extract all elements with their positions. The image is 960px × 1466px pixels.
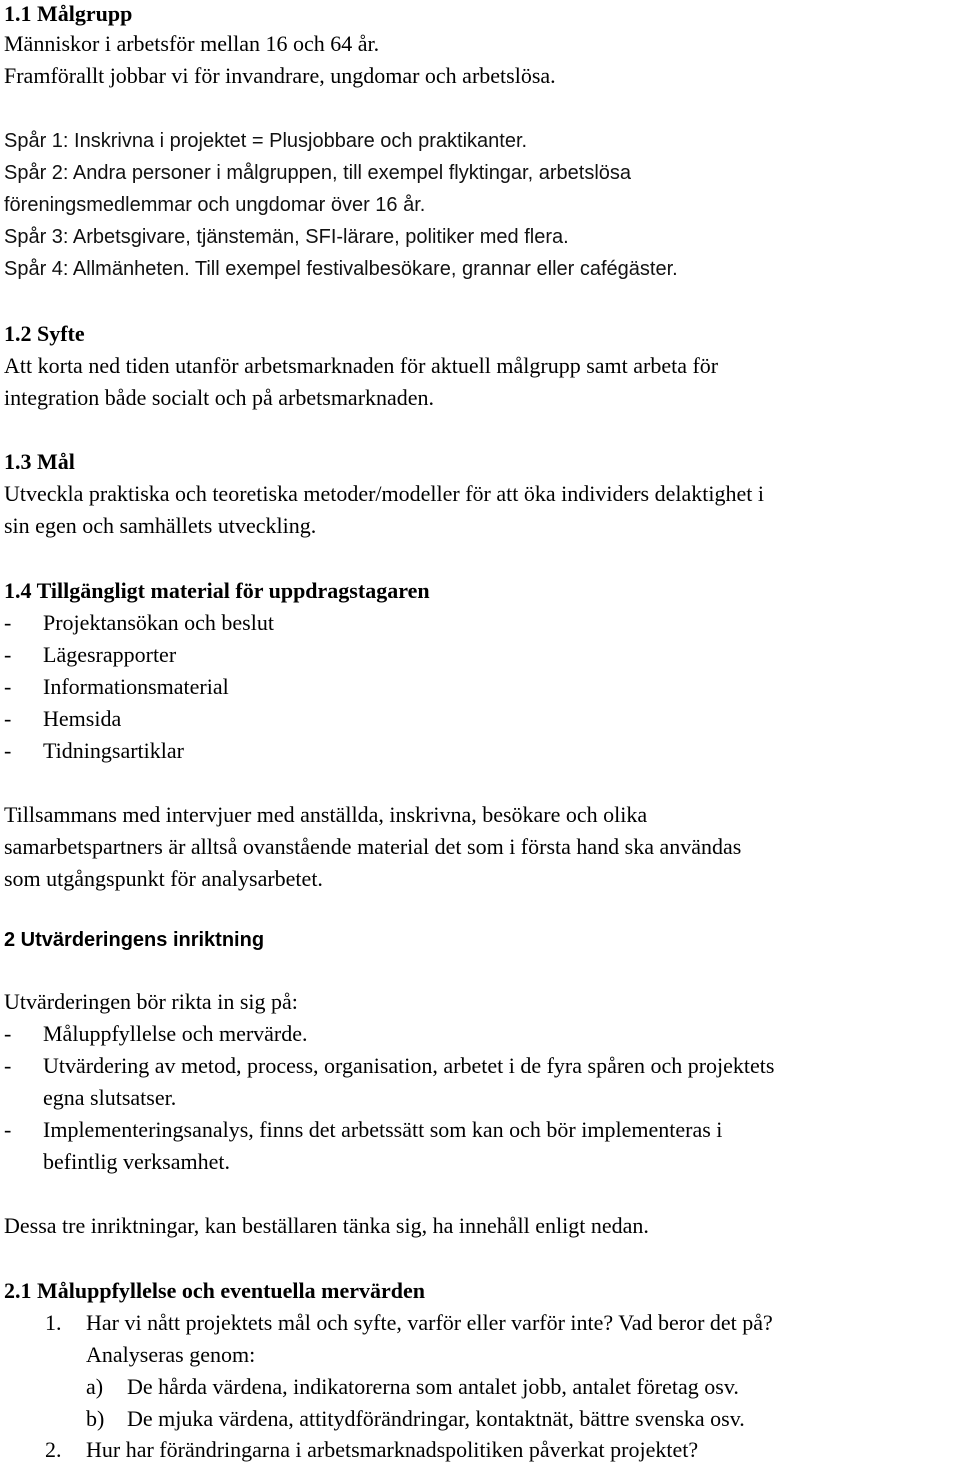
list-dash: - <box>4 738 12 763</box>
material-item-5: Tidningsartiklar <box>43 738 184 763</box>
evaluation-item-2-line-2: egna slutsatser. <box>43 1085 177 1110</box>
question-2-text: Hur har förändringarna i arbetsmarknadspolitiken påverkat projektet? <box>86 1437 699 1462</box>
question-1-line-1: Har vi nått projektets mål och syfte, varför eller varför inte? Vad beror det på? <box>86 1310 773 1335</box>
section-heading-1-3: 1.3 Mål <box>4 449 75 474</box>
sub-item-a: De hårda värdena, indikatorerna som antalet jobb, antalet företag osv. <box>127 1374 739 1399</box>
material-item-4: Hemsida <box>43 706 122 731</box>
list-dash: - <box>4 1021 12 1046</box>
question-1-line-2: Analyseras genom: <box>86 1342 256 1367</box>
list-dash: - <box>4 706 12 731</box>
target-group-line-1: Människor i arbetsför mellan 16 och 64 år. <box>4 31 380 56</box>
sub-marker-b: b) <box>86 1406 105 1431</box>
list-dash: - <box>4 1053 12 1078</box>
section-heading-2-1: 2.1 Måluppfyllelse och eventuella mervärden <box>4 1278 426 1303</box>
list-dash: - <box>4 610 12 635</box>
question-number-1: 1. <box>45 1310 62 1335</box>
material-paragraph-line-3: som utgångspunkt för analysarbetet. <box>4 866 323 891</box>
target-group-line-2: Framförallt jobbar vi för invandrare, ungdomar och arbetslösa. <box>4 63 556 88</box>
track-line-2: Spår 2: Andra personer i målgruppen, till exempel flyktingar, arbetslösa <box>4 162 632 184</box>
track-line-4: Spår 3: Arbetsgivare, tjänstemän, SFI-lärare, politiker med flera. <box>4 226 569 248</box>
evaluation-item-2-line-1: Utvärdering av metod, process, organisation, arbetet i de fyra spåren och projektets <box>43 1053 775 1078</box>
evaluation-closing: Dessa tre inriktningar, kan beställaren tänka sig, ha innehåll enligt nedan. <box>4 1213 649 1238</box>
section-heading-2: 2 Utvärderingens inriktning <box>4 929 265 951</box>
material-item-2: Lägesrapporter <box>43 642 177 667</box>
evaluation-intro: Utvärderingen bör rikta in sig på: <box>4 989 298 1014</box>
sub-item-b: De mjuka värdena, attitydförändringar, kontaktnät, bättre svenska osv. <box>127 1406 745 1431</box>
track-line-3: föreningsmedlemmar och ungdomar över 16 år. <box>4 194 426 216</box>
material-item-3: Informationsmaterial <box>43 674 229 699</box>
list-dash: - <box>4 674 12 699</box>
material-paragraph-line-2: samarbetspartners är alltså ovanstående material det som i första hand ska användas <box>4 834 742 859</box>
section-heading-1-1: 1.1 Målgrupp <box>4 1 133 26</box>
evaluation-item-1: Måluppfyllelse och mervärde. <box>43 1021 308 1046</box>
goal-line-2: sin egen och samhällets utveckling. <box>4 513 317 538</box>
purpose-line-2: integration både socialt och på arbetsmarknaden. <box>4 385 435 410</box>
track-line-1: Spår 1: Inskrivna i projektet = Plusjobbare och praktikanter. <box>4 130 528 152</box>
material-item-1: Projektansökan och beslut <box>43 610 274 635</box>
question-number-2: 2. <box>45 1437 62 1462</box>
section-heading-1-4: 1.4 Tillgängligt material för uppdragstagaren <box>4 578 430 603</box>
track-line-5: Spår 4: Allmänheten. Till exempel festivalbesökare, grannar eller cafégäster. <box>4 258 678 280</box>
purpose-line-1: Att korta ned tiden utanför arbetsmarknaden för aktuell målgrupp samt arbeta för <box>4 353 719 378</box>
list-dash: - <box>4 642 12 667</box>
section-heading-1-2: 1.2 Syfte <box>4 321 85 346</box>
sub-marker-a: a) <box>86 1374 104 1399</box>
evaluation-item-3-line-2: befintlig verksamhet. <box>43 1149 230 1174</box>
evaluation-item-3-line-1: Implementeringsanalys, finns det arbetssätt som kan och bör implementeras i <box>43 1117 723 1142</box>
goal-line-1: Utveckla praktiska och teoretiska metoder/modeller för att öka individers delaktighet i <box>4 481 764 506</box>
list-dash: - <box>4 1117 12 1142</box>
material-paragraph-line-1: Tillsammans med intervjuer med anställda, inskrivna, besökare och olika <box>4 802 648 827</box>
